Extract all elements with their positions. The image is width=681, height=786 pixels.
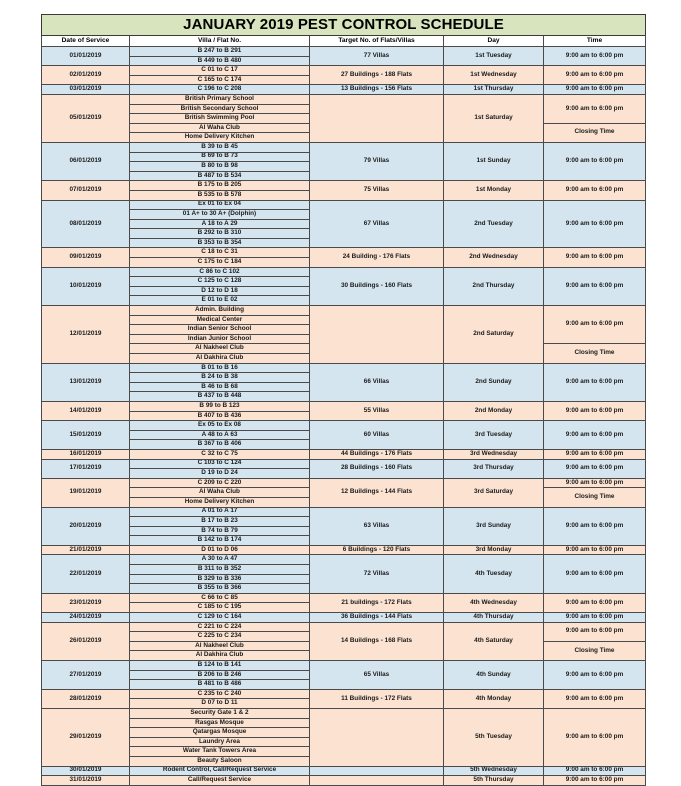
villa-flat-cell: B 437 to B 448 xyxy=(130,392,310,402)
table-row xyxy=(42,459,646,469)
day-cell: 1st Wednesday xyxy=(444,66,544,85)
time-cell: 9:00 am to 6:00 pm xyxy=(544,363,646,401)
villa-flat-cell: B 449 to B 480 xyxy=(130,56,310,66)
time-cell: 9:00 am to 6:00 pm xyxy=(544,181,646,200)
target-count-cell xyxy=(310,766,444,776)
villa-flat-cell: C 32 to C 75 xyxy=(130,449,310,459)
service-date-cell: 27/01/2019 xyxy=(42,661,130,690)
villa-flat-cell: Rodent Control, Call/Request Service xyxy=(130,766,310,776)
schedule-sheet xyxy=(41,14,645,786)
villa-flat-cell: B 247 to B 291 xyxy=(130,47,310,57)
villa-flat-cell: Admin. Building xyxy=(130,306,310,316)
villa-flat-cell: C 125 to C 128 xyxy=(130,277,310,287)
target-count-cell: 65 Villas xyxy=(310,661,444,690)
villa-flat-cell: B 292 to B 310 xyxy=(130,229,310,239)
time-cell: 9:00 am to 6:00 pm xyxy=(544,766,646,776)
table-row xyxy=(42,306,646,316)
service-date-cell: 12/01/2019 xyxy=(42,306,130,364)
column-header-day: Day xyxy=(444,36,544,47)
villa-flat-cell: Water Tank Towers Area xyxy=(130,747,310,757)
target-count-cell: 28 Buildings - 160 Flats xyxy=(310,459,444,478)
villa-flat-cell: C 175 to C 184 xyxy=(130,258,310,268)
target-count-cell: 30 Buildings - 160 Flats xyxy=(310,267,444,305)
villa-flat-cell: D 12 to D 18 xyxy=(130,286,310,296)
villa-flat-cell: Beauty Saloon xyxy=(130,756,310,766)
villa-flat-cell: A 30 to A 47 xyxy=(130,555,310,565)
table-row xyxy=(42,421,646,431)
villa-flat-cell: British Swimming Pool xyxy=(130,114,310,124)
day-cell: 3rd Tuesday xyxy=(444,421,544,450)
table-row xyxy=(42,593,646,603)
villa-flat-cell: A 48 to A 63 xyxy=(130,430,310,440)
target-count-cell: 75 Villas xyxy=(310,181,444,200)
day-cell: 4th Wednesday xyxy=(444,593,544,612)
closing-time-cell: Closing Time xyxy=(544,641,646,660)
target-count-cell xyxy=(310,708,444,766)
villa-flat-cell: Qatargas Mosque xyxy=(130,728,310,738)
villa-flat-cell: Al Dakhira Club xyxy=(130,651,310,661)
target-count-cell: 72 Villas xyxy=(310,555,444,593)
time-cell: 9:00 am to 6:00 pm xyxy=(544,449,646,459)
target-count-cell xyxy=(310,306,444,364)
day-cell: 1st Saturday xyxy=(444,94,544,142)
table-row xyxy=(42,478,646,488)
villa-flat-cell: C 209 to C 220 xyxy=(130,478,310,488)
villa-flat-cell: 01 A+ to 30 A+ (Dolphin) xyxy=(130,210,310,220)
day-cell: 4th Saturday xyxy=(444,622,544,660)
villa-flat-cell: A 01 to A 17 xyxy=(130,507,310,517)
villa-flat-cell: Al Waha Club xyxy=(130,488,310,498)
day-cell: 3rd Thursday xyxy=(444,459,544,478)
villa-flat-cell: C 196 to C 208 xyxy=(130,85,310,95)
time-cell: 9:00 am to 6:00 pm xyxy=(544,708,646,766)
day-cell: 3rd Monday xyxy=(444,545,544,555)
schedule-table-body xyxy=(42,15,646,786)
time-cell: 9:00 am to 6:00 pm xyxy=(544,613,646,623)
day-cell: 4th Sunday xyxy=(444,661,544,690)
time-cell: 9:00 am to 6:00 pm xyxy=(544,421,646,450)
villa-flat-cell: Call/Request Service xyxy=(130,776,310,786)
villa-flat-cell: Indian Junior School xyxy=(130,334,310,344)
table-row xyxy=(42,622,646,632)
time-cell: 9:00 am to 6:00 pm xyxy=(544,776,646,786)
service-date-cell: 08/01/2019 xyxy=(42,200,130,248)
table-row xyxy=(42,449,646,459)
villa-flat-cell: C 103 to C 124 xyxy=(130,459,310,469)
service-date-cell: 17/01/2019 xyxy=(42,459,130,478)
time-cell: 9:00 am to 6:00 pm xyxy=(544,248,646,267)
day-cell: 3rd Sunday xyxy=(444,507,544,545)
villa-flat-cell: B 353 to B 354 xyxy=(130,238,310,248)
target-count-cell: 12 Buildings - 144 Flats xyxy=(310,478,444,507)
time-cell: 9:00 am to 6:00 pm xyxy=(544,478,646,488)
villa-flat-cell: B 99 to B 123 xyxy=(130,401,310,411)
target-count-cell: 24 Building - 176 Flats xyxy=(310,248,444,267)
table-row xyxy=(42,66,646,76)
target-count-cell: 14 Buildings - 168 Flats xyxy=(310,622,444,660)
time-cell: 9:00 am to 6:00 pm xyxy=(544,661,646,690)
target-count-cell: 13 Buildings - 156 Flats xyxy=(310,85,444,95)
service-date-cell: 06/01/2019 xyxy=(42,142,130,180)
villa-flat-cell: Al Nakheel Club xyxy=(130,641,310,651)
villa-flat-cell: B 535 to B 578 xyxy=(130,190,310,200)
service-date-cell: 09/01/2019 xyxy=(42,248,130,267)
day-cell: 2nd Monday xyxy=(444,401,544,420)
table-row xyxy=(42,776,646,786)
villa-flat-cell: British Secondary School xyxy=(130,104,310,114)
time-cell: 9:00 am to 6:00 pm xyxy=(544,622,646,641)
column-header-time: Time xyxy=(544,36,646,47)
target-count-cell: 36 Buildings - 144 Flats xyxy=(310,613,444,623)
time-cell: 9:00 am to 6:00 pm xyxy=(544,689,646,708)
villa-flat-cell: B 17 to B 23 xyxy=(130,517,310,527)
villa-flat-cell: Rasgas Mosque xyxy=(130,718,310,728)
villa-flat-cell: B 142 to B 174 xyxy=(130,536,310,546)
service-date-cell: 20/01/2019 xyxy=(42,507,130,545)
table-row xyxy=(42,200,646,210)
villa-flat-cell: D 19 to D 24 xyxy=(130,469,310,479)
column-header-villa: Villa / Flat No. xyxy=(130,36,310,47)
table-row xyxy=(42,267,646,277)
day-cell: 2nd Saturday xyxy=(444,306,544,364)
service-date-cell: 21/01/2019 xyxy=(42,545,130,555)
service-date-cell: 01/01/2019 xyxy=(42,47,130,66)
table-row xyxy=(42,708,646,718)
villa-flat-cell: Al Nakheel Club xyxy=(130,344,310,354)
service-date-cell: 26/01/2019 xyxy=(42,622,130,660)
target-count-cell: 77 Villas xyxy=(310,47,444,66)
villa-flat-cell: B 46 to B 68 xyxy=(130,382,310,392)
day-cell: 5th Wednesday xyxy=(444,766,544,776)
service-date-cell: 24/01/2019 xyxy=(42,613,130,623)
table-row xyxy=(42,545,646,555)
villa-flat-cell: Home Delivery Kitchen xyxy=(130,133,310,143)
target-count-cell: 67 Villas xyxy=(310,200,444,248)
closing-time-cell: Closing Time xyxy=(544,488,646,507)
target-count-cell: 60 Villas xyxy=(310,421,444,450)
day-cell: 1st Tuesday xyxy=(444,47,544,66)
day-cell: 1st Monday xyxy=(444,181,544,200)
villa-flat-cell: C 18 to C 31 xyxy=(130,248,310,258)
service-date-cell: 13/01/2019 xyxy=(42,363,130,401)
villa-flat-cell: C 165 to C 174 xyxy=(130,75,310,85)
day-cell: 2nd Tuesday xyxy=(444,200,544,248)
service-date-cell: 10/01/2019 xyxy=(42,267,130,305)
time-cell: 9:00 am to 6:00 pm xyxy=(544,66,646,85)
day-cell: 3rd Wednesday xyxy=(444,449,544,459)
table-row xyxy=(42,181,646,191)
villa-flat-cell: B 39 to B 45 xyxy=(130,142,310,152)
day-cell: 4th Tuesday xyxy=(444,555,544,593)
villa-flat-cell: C 01 to C 17 xyxy=(130,66,310,76)
day-cell: 2nd Sunday xyxy=(444,363,544,401)
column-header-target: Target No. of Flats/Villas xyxy=(310,36,444,47)
table-row xyxy=(42,613,646,623)
villa-flat-cell: B 24 to B 38 xyxy=(130,373,310,383)
table-row xyxy=(42,47,646,57)
service-date-cell: 15/01/2019 xyxy=(42,421,130,450)
villa-flat-cell: B 206 to B 246 xyxy=(130,670,310,680)
villa-flat-cell: B 01 to B 16 xyxy=(130,363,310,373)
villa-flat-cell: B 80 to B 98 xyxy=(130,162,310,172)
table-row xyxy=(42,363,646,373)
closing-time-cell: Closing Time xyxy=(544,123,646,142)
villa-flat-cell: C 185 to C 195 xyxy=(130,603,310,613)
service-date-cell: 22/01/2019 xyxy=(42,555,130,593)
time-cell: 9:00 am to 6:00 pm xyxy=(544,47,646,66)
service-date-cell: 31/01/2019 xyxy=(42,776,130,786)
villa-flat-cell: B 329 to B 336 xyxy=(130,574,310,584)
table-row xyxy=(42,507,646,517)
table-row xyxy=(42,661,646,671)
villa-flat-cell: C 225 to C 234 xyxy=(130,632,310,642)
time-cell: 9:00 am to 6:00 pm xyxy=(544,593,646,612)
table-row xyxy=(42,766,646,776)
time-cell: 9:00 am to 6:00 pm xyxy=(544,85,646,95)
villa-flat-cell: Al Dakhira Club xyxy=(130,354,310,364)
target-count-cell: 55 Villas xyxy=(310,401,444,420)
villa-flat-cell: Laundry Area xyxy=(130,737,310,747)
villa-flat-cell: A 18 to A 29 xyxy=(130,219,310,229)
service-date-cell: 19/01/2019 xyxy=(42,478,130,507)
villa-flat-cell: C 129 to C 164 xyxy=(130,613,310,623)
target-count-cell: 79 Villas xyxy=(310,142,444,180)
service-date-cell: 30/01/2019 xyxy=(42,766,130,776)
closing-time-cell: Closing Time xyxy=(544,344,646,363)
time-cell: 9:00 am to 6:00 pm xyxy=(544,555,646,593)
table-row xyxy=(42,142,646,152)
time-cell: 9:00 am to 6:00 pm xyxy=(544,545,646,555)
table-row xyxy=(42,401,646,411)
target-count-cell xyxy=(310,776,444,786)
day-cell: 4th Thursday xyxy=(444,613,544,623)
target-count-cell: 66 Villas xyxy=(310,363,444,401)
villa-flat-cell: C 66 to C 85 xyxy=(130,593,310,603)
villa-flat-cell: C 86 to C 102 xyxy=(130,267,310,277)
target-count-cell: 27 Buildings - 188 Flats xyxy=(310,66,444,85)
day-cell: 5th Tuesday xyxy=(444,708,544,766)
villa-flat-cell: B 407 to B 436 xyxy=(130,411,310,421)
time-cell: 9:00 am to 6:00 pm xyxy=(544,401,646,420)
target-count-cell: 6 Buildings - 120 Flats xyxy=(310,545,444,555)
villa-flat-cell: B 69 to B 73 xyxy=(130,152,310,162)
villa-flat-cell: B 355 to B 366 xyxy=(130,584,310,594)
day-cell: 1st Thursday xyxy=(444,85,544,95)
target-count-cell: 11 Buildings - 172 Flats xyxy=(310,689,444,708)
service-date-cell: 03/01/2019 xyxy=(42,85,130,95)
time-cell: 9:00 am to 6:00 pm xyxy=(544,306,646,344)
table-row xyxy=(42,94,646,104)
villa-flat-cell: Indian Senior School xyxy=(130,325,310,335)
service-date-cell: 28/01/2019 xyxy=(42,689,130,708)
column-header-row xyxy=(42,36,646,47)
service-date-cell: 23/01/2019 xyxy=(42,593,130,612)
time-cell: 9:00 am to 6:00 pm xyxy=(544,267,646,305)
service-date-cell: 16/01/2019 xyxy=(42,449,130,459)
villa-flat-cell: C 235 to C 240 xyxy=(130,689,310,699)
villa-flat-cell: B 175 to B 205 xyxy=(130,181,310,191)
table-row xyxy=(42,85,646,95)
villa-flat-cell: Al Waha Club xyxy=(130,123,310,133)
villa-flat-cell: British Primary School xyxy=(130,94,310,104)
villa-flat-cell: B 124 to B 141 xyxy=(130,661,310,671)
villa-flat-cell: B 311 to B 352 xyxy=(130,565,310,575)
villa-flat-cell: Home Delivery Kitchen xyxy=(130,497,310,507)
villa-flat-cell: Ex 05 to Ex 08 xyxy=(130,421,310,431)
villa-flat-cell: B 367 to B 406 xyxy=(130,440,310,450)
day-cell: 2nd Thursday xyxy=(444,267,544,305)
service-date-cell: 02/01/2019 xyxy=(42,66,130,85)
villa-flat-cell: D 07 to D 11 xyxy=(130,699,310,709)
day-cell: 3rd Saturday xyxy=(444,478,544,507)
time-cell: 9:00 am to 6:00 pm xyxy=(544,507,646,545)
villa-flat-cell: B 481 to B 486 xyxy=(130,680,310,690)
service-date-cell: 05/01/2019 xyxy=(42,94,130,142)
time-cell: 9:00 am to 6:00 pm xyxy=(544,142,646,180)
villa-flat-cell: Medical Center xyxy=(130,315,310,325)
target-count-cell: 21 buildings - 172 Flats xyxy=(310,593,444,612)
pest-control-schedule-table xyxy=(41,14,646,786)
day-cell: 1st Sunday xyxy=(444,142,544,180)
villa-flat-cell: C 221 to C 224 xyxy=(130,622,310,632)
column-header-date: Date of Service xyxy=(42,36,130,47)
service-date-cell: 29/01/2019 xyxy=(42,708,130,766)
page-title: JANUARY 2019 PEST CONTROL SCHEDULE xyxy=(42,15,646,36)
day-cell: 2nd Wednesday xyxy=(444,248,544,267)
schedule-title-row xyxy=(42,15,646,36)
villa-flat-cell: Ex 01 to Ex 04 xyxy=(130,200,310,210)
day-cell: 5th Thursday xyxy=(444,776,544,786)
table-row xyxy=(42,248,646,258)
table-row xyxy=(42,689,646,699)
time-cell: 9:00 am to 6:00 pm xyxy=(544,200,646,248)
time-cell: 9:00 am to 6:00 pm xyxy=(544,94,646,123)
target-count-cell: 44 Buildings - 176 Flats xyxy=(310,449,444,459)
villa-flat-cell: D 01 to D 06 xyxy=(130,545,310,555)
target-count-cell: 63 Villas xyxy=(310,507,444,545)
time-cell: 9:00 am to 6:00 pm xyxy=(544,459,646,478)
service-date-cell: 14/01/2019 xyxy=(42,401,130,420)
day-cell: 4th Monday xyxy=(444,689,544,708)
table-row xyxy=(42,555,646,565)
villa-flat-cell: B 74 to B 79 xyxy=(130,526,310,536)
target-count-cell xyxy=(310,94,444,142)
villa-flat-cell: Security Gate 1 & 2 xyxy=(130,708,310,718)
service-date-cell: 07/01/2019 xyxy=(42,181,130,200)
villa-flat-cell: B 487 to B 534 xyxy=(130,171,310,181)
villa-flat-cell: E 01 to E 02 xyxy=(130,296,310,306)
